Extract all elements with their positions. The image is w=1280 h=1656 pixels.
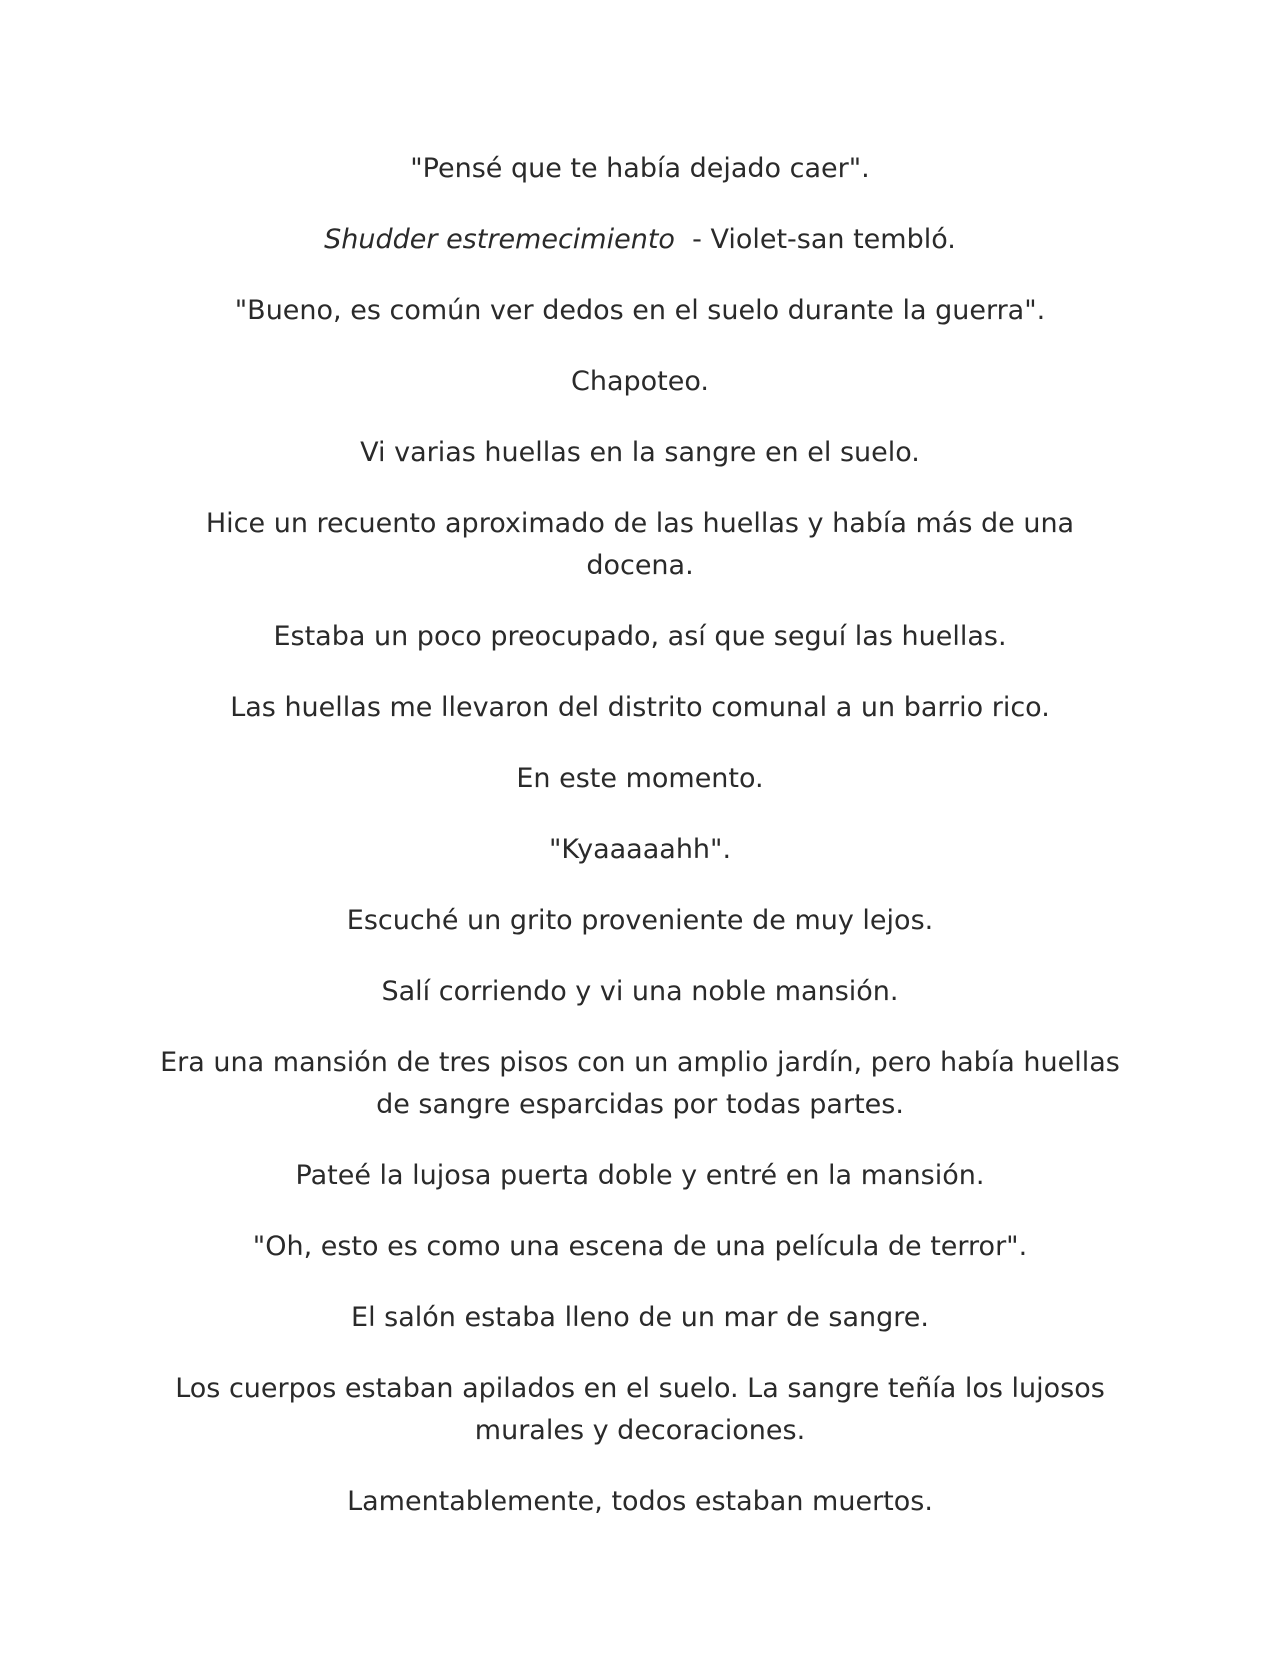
paragraph-1: "Pensé que te había dejado caer". bbox=[410, 153, 870, 184]
paragraph-5: Vi varias huellas en la sangre en el suelo. bbox=[360, 437, 920, 468]
paragraph-14: Pateé la lujosa puerta doble y entré en la mansión. bbox=[295, 1160, 985, 1191]
paragraph-8: Las huellas me llevaron del distrito comunal a un barrio rico. bbox=[230, 692, 1050, 723]
paragraph-16: El salón estaba lleno de un mar de sangre. bbox=[351, 1302, 929, 1333]
paragraph-11: Escuché un grito proveniente de muy lejos. bbox=[346, 905, 934, 936]
paragraph-6: Hice un recuento aproximado de las huellas y había más de una docena. bbox=[205, 508, 1075, 581]
paragraph-2-rest: - Violet-san tembló. bbox=[674, 224, 956, 255]
paragraph-7: Estaba un poco preocupado, así que seguí las huellas. bbox=[273, 621, 1007, 652]
paragraph-10: "Kyaaaaahh". bbox=[548, 834, 732, 865]
paragraph-12: Salí corriendo y vi una noble mansión. bbox=[381, 976, 899, 1007]
paragraph-4: Chapoteo. bbox=[571, 366, 709, 397]
paragraph-18: Lamentablemente, todos estaban muertos. bbox=[347, 1486, 933, 1517]
paragraph-2-italic: Shudder estremecimiento bbox=[324, 224, 675, 255]
paragraph-13: Era una mansión de tres pisos con un amplio jardín, pero había huellas de sangre esparcidas por todas partes. bbox=[160, 1047, 1120, 1120]
paragraph-9: En este momento. bbox=[516, 763, 764, 794]
document-body bbox=[160, 148, 1120, 1552]
paragraph-2 bbox=[160, 219, 1120, 261]
paragraph-17: Los cuerpos estaban apilados en el suelo. La sangre teñía los lujosos murales y decoraciones. bbox=[175, 1373, 1105, 1446]
paragraph-3: "Bueno, es común ver dedos en el suelo durante la guerra". bbox=[234, 295, 1046, 326]
paragraph-15: "Oh, esto es como una escena de una película de terror". bbox=[252, 1231, 1028, 1262]
